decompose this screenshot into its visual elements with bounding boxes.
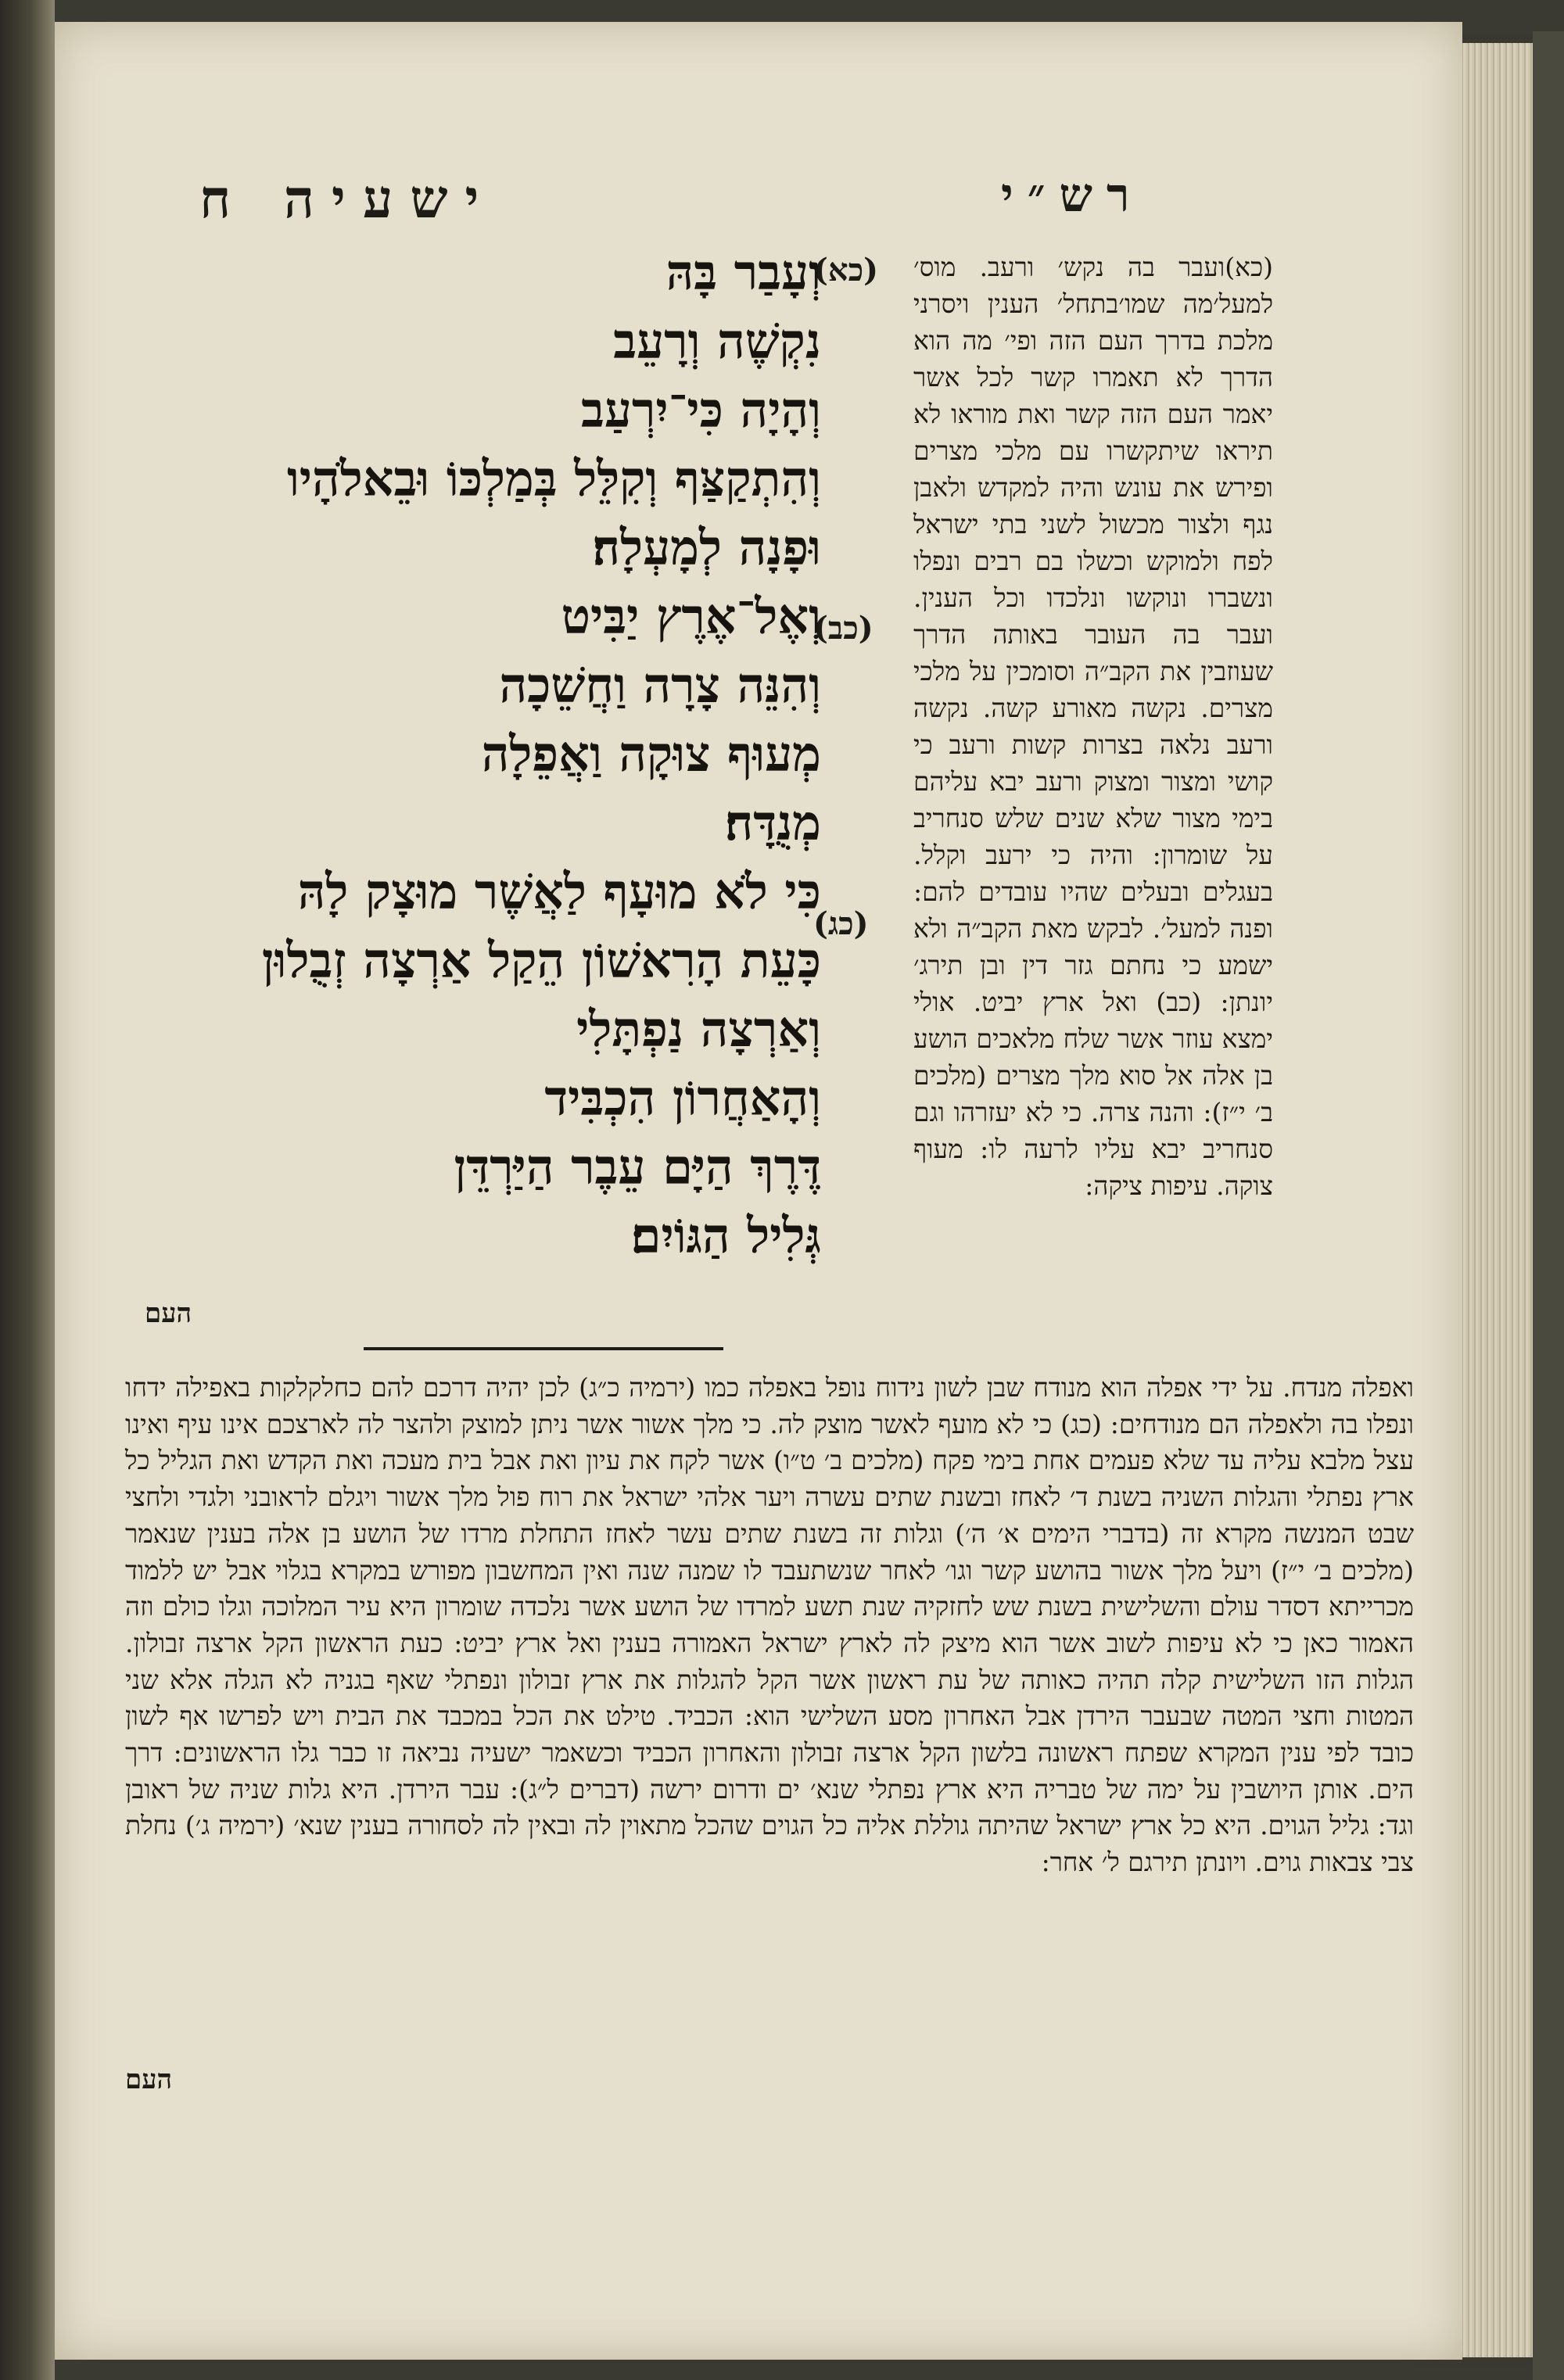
verse-line: מְעוּף צוּקָה וַאֲפֵלָה <box>481 726 821 783</box>
verse-line: וְהָיָה כִּי־יִרְעַב <box>580 382 821 439</box>
verse-line: כָּעֵת הָרִאשׁוֹן הֵקַל אַרְצָה זְבֻלוּן <box>261 932 821 989</box>
running-head-commentary: רש״י <box>1001 168 1144 223</box>
verse-line: וְאַרְצָה נַפְתָּלִי <box>576 1001 821 1058</box>
verse-line: דֶּרֶךְ הַיָּם עֵבֶר הַיַּרְדֵּן <box>454 1138 821 1195</box>
verse-line: וְהָאַחֲרוֹן הִכְבִּיד <box>544 1070 821 1127</box>
verse-number: (כג) <box>813 905 869 942</box>
verse-line: כִּי לֹא מוּעָף לַאֲשֶׁר מוּצָק לָהּ <box>297 863 821 920</box>
verse-line: נִקְשֶׁה וְרָעֵב <box>613 313 821 370</box>
rashi-commentary-column: (כא)ועבר בה נקש׳ ורעב. מוס׳ למעל׳מה שמו׳בתחל׳ הענין ויסרני מלכת בדרך העם הזה ופי׳ מה הוא הדרך לא תאמרו קשר לכל אשר יאמר העם הזה קשר ואת מוראו לא תיראו שיתקשרו עם מלכי מצרים ופירש את עונש והיה למקדש ולאבן נגף ולצור מכשול לשני בתי ישראל לפח ולמוקש וכשלו בם רבים ונפלו ונשברו ונוקשו ונלכדו וכל הענין. ועבר בה העובר באותה הדרך שעוזבין את הקב״ה וסומכין על מלכי מצרים. נקשה מאורע קשה. נקשה ורעב נלאה בצרות קשות ורעב כי קושי ומצור ומצוק ורעב יבא עליהם בימי מצור שלא שנים שלש סנחריב על שומרון: והיה כי ירעב וקלל. בעגלים ובעלים שהיו עובדים להם: ופנה למעל׳. לבקש מאת הקב״ה ולא ישמע כי נחתם גזר דין ובן תירג׳ יונתן: (כב) ואל ארץ יביט. אולי ימצא עוזר אשר שלח מלאכים הושע בן אלה אל סוא מלך מצרים (מלכים ב׳ י״ז): והנה צרה. כי לא יעזרהו וגם סנחריב יבא עליו לרעה לו: מעוף צוקה. עיפות ציקה: <box>913 252 1273 1201</box>
verse-line: וְעָבַר בָּהּ <box>665 244 821 301</box>
bottom-commentary: ואפלה מנדח. על ידי אפלה הוא מנודח שבן לשון נידוח נופל באפלה כמו (ירמיה כ״ג) לכן יהיה דרכם להם כחלקלקות באפילה ידחו ונפלו בה ולאפלה הם מנודחים: (כג) כי לא מועף לאשר מוצק לה. כי מלך אשור אשר ניתן למוצק ולהצר לה לארצכם אינו עיף ואינו עצל מלבא עליה עד שלא פעמים אחת בימי פקח (מלכים ב׳ ט״ו) אשר לקח את עיון ואת אבל בית מעכה ואת הקדש ואת הגליל כל ארץ נפתלי והגלות השניה בשנת ד׳ לאחז ובשנת שתים עשרה ויער אלהי ישראל את רוח פול מלך אשור ויגלם לראובני ולגדי ולחצי שבט המנשה מקרא זה (בדברי הימים א׳ ה׳) וגלות זה בשנת שתים עשר לאחז התחלת מרדו של הושע בן אלה בענין שנאמר (מלכים ב׳ י״ז) ויעל מלך אשור בהושע קשר וגו׳ לאחר שנשתעבד לו שמנה שנה ואין המחשבון מפורש במקרא בגלוי אבל יש ללמוד מכרייתא דסדר עולם והשלישית בשנת שש לחזקיה שנת תשע למרדו של הושע אשר נלכדה שומרון היא עיר המלוכה וגלו כולם וזה האמור כאן כי לא עיפות לשוב אשר הוא מיצק לה לארץ ישראל האמורה בענין ואל ארץ יביט: כעת הראשון הקל ארצה זבולון. הגלות הזו השלישית קלה תהיה כאותה של עת ראשון אשר הקל להגלות את ארץ זבולון ונפתלי שאף בגניה לא הגלה אלא שני המטות וחצי המטה שבעבר הירדן אבל האחרון מסע השלישי הוא: הכביד. טילט את הכל במכבד את הבית ויש לפרשו אף לשון כובד לפי ענין המקרא שפתח ראשונה בלשון הקל ארצה זבולון והאחרון הכביד וכשאמר ישעיה נביאה זו כבר גלו הראשונים: דרך הים. אותן היושבין על ימה של טבריה היא ארץ נפתלי שנא׳ ים ודרום ירשה (דברים ל״ג): עבר הירדן. היא גלות שניה של ראובן וגד: גליל הגוים. היא כל ארץ ישראל שהיתה גוללת אליה כל הגוים שהכל מתאוין לה ובאין לה לסחורה בענין שנא׳ (ירמיה ג׳) נחלת צבי צבאות גוים. ויונתן תירגם ל׳ אחר: <box>125 1372 1414 1878</box>
verse-number: (כב) <box>813 610 873 647</box>
book-cover-edge <box>1533 31 1564 2380</box>
verse-line: מְנֻדָּח׃ <box>724 794 821 851</box>
verse-line: וּפָנָה לְמָעְלָה׃ <box>592 519 821 576</box>
book-spine <box>0 0 55 2380</box>
verse-line: וְהִנֵּה צָרָה וַחֲשֵׁכָה <box>499 657 821 714</box>
verse-number: (כא) <box>813 252 879 289</box>
catchword-column: העם <box>145 1298 192 1329</box>
verse-line: וְאֶל־אֶרֶץ יַבִּיט <box>561 588 821 645</box>
verse-line: גְּלִיל הַגּוֹיִם׃ <box>630 1207 821 1264</box>
verse-line: וְהִתְקַצַּף וְקִלֵּל בְּמַלְכּוֹ וּבֵאלֹהָיו <box>286 450 821 507</box>
verse-23 <box>261 858 821 1271</box>
running-head-book: ישעיה ח <box>199 168 497 231</box>
verse-21 <box>286 238 821 582</box>
verse-22 <box>328 582 821 858</box>
catchword-page: העם <box>125 2064 173 2095</box>
separator-rule <box>364 1347 723 1350</box>
